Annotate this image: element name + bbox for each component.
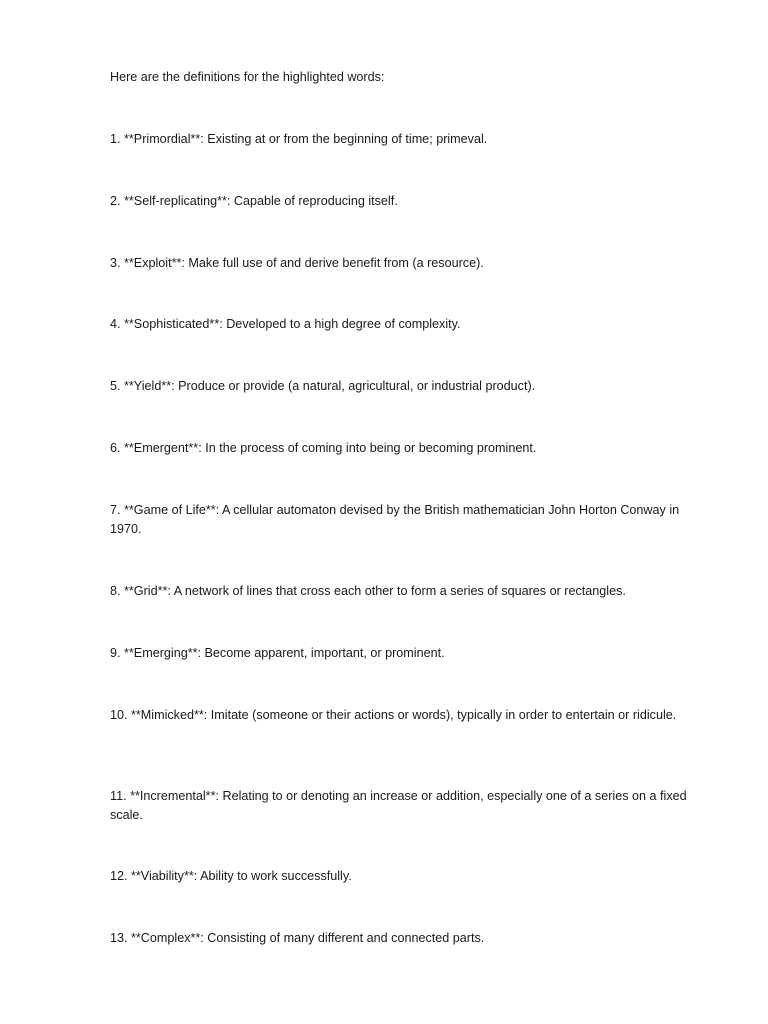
- definition-item: 2. **Self-replicating**: Capable of reproducing itself.: [110, 194, 398, 208]
- definition-item: 7. **Game of Life**: A cellular automaton devised by the British mathematician John Horton Conway in 1970.: [110, 503, 680, 536]
- definition-item: 8. **Grid**: A network of lines that cross each other to form a series of squares or rectangles.: [110, 584, 626, 598]
- definition-item: 10. **Mimicked**: Imitate (someone or their actions or words), typically in order to entertain or ridicule.: [110, 708, 677, 722]
- definition-item: 6. **Emergent**: In the process of coming into being or becoming prominent.: [110, 441, 537, 455]
- definition-item: 11. **Incremental**: Relating to or denoting an increase or addition, especially one of a series on a fixed scale.: [110, 789, 687, 822]
- definition-item: 1. **Primordial**: Existing at or from the beginning of time; primeval.: [110, 132, 488, 146]
- intro-text: Here are the definitions for the highlighted words:: [110, 70, 385, 84]
- definition-item: 4. **Sophisticated**: Developed to a high degree of complexity.: [110, 317, 461, 331]
- definition-item: 5. **Yield**: Produce or provide (a natural, agricultural, or industrial product).: [110, 379, 536, 393]
- definition-item: 13. **Complex**: Consisting of many different and connected parts.: [110, 931, 485, 945]
- definition-item: 3. **Exploit**: Make full use of and derive benefit from (a resource).: [110, 256, 484, 270]
- definition-item: 12. **Viability**: Ability to work successfully.: [110, 869, 352, 883]
- definition-item: 9. **Emerging**: Become apparent, important, or prominent.: [110, 646, 445, 660]
